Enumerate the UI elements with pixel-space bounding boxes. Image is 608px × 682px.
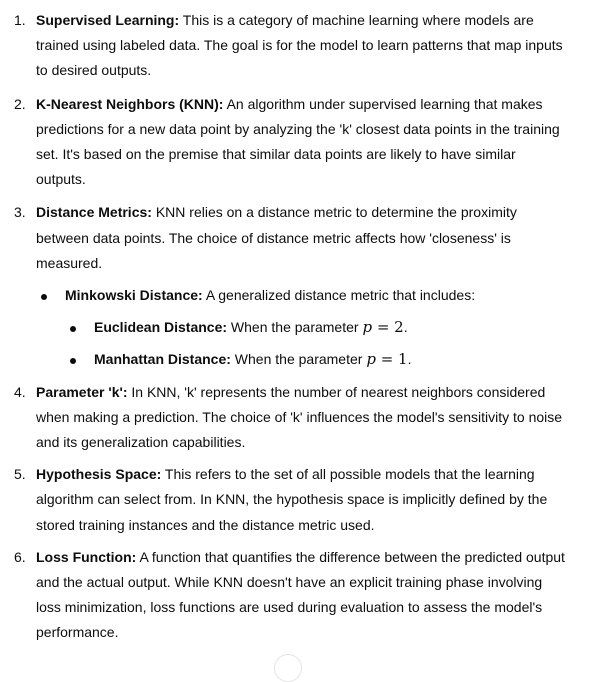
term-description: A generalized distance metric that includes:	[202, 287, 476, 304]
math-value: 2	[394, 318, 404, 337]
term-label: Parameter 'k':	[36, 383, 128, 400]
bullet-icon	[70, 326, 76, 332]
term-description: When the parameter	[230, 351, 367, 368]
list-item-parameter-k	[14, 380, 568, 456]
term-label: Supervised Learning:	[36, 12, 180, 28]
term-description: This is a category of machine learning where models are trained using labeled data. The goal is for the model to learn patterns that map inputs to desired outputs.	[36, 12, 563, 79]
sentence-end: .	[407, 351, 412, 368]
term-description: When the parameter	[227, 319, 363, 336]
list-item-distance-metrics	[14, 200, 568, 372]
sentence-end: .	[403, 319, 408, 336]
math-variable: p	[362, 318, 373, 337]
list-number: 6.	[14, 548, 26, 565]
math-operator: =	[375, 350, 399, 369]
list-item-minkowski	[36, 283, 568, 373]
list-number: 3.	[14, 204, 26, 221]
term-label: Loss Function:	[36, 548, 137, 565]
math-expression	[362, 318, 403, 336]
term-label: Distance Metrics:	[36, 204, 152, 221]
list-item-knn	[14, 92, 568, 193]
math-value: 1	[398, 350, 408, 369]
term-label: Minkowski Distance:	[65, 287, 203, 304]
list-number: 4.	[14, 383, 26, 400]
bullet-icon	[70, 358, 76, 364]
math-expression	[366, 350, 407, 368]
term-description: KNN relies on a distance metric to determine the proximity between data points. The choice of distance metric affects how 'closeness' is measured.	[36, 204, 517, 271]
list-item-supervised-learning	[14, 8, 568, 84]
math-operator: =	[372, 318, 395, 337]
list-item-hypothesis-space	[14, 462, 568, 538]
term-label: Hypothesis Space:	[36, 466, 162, 483]
bullet-icon	[41, 294, 47, 300]
term-label: Manhattan Distance:	[94, 351, 231, 368]
term-label: K-Nearest Neighbors (KNN):	[36, 95, 224, 112]
term-description: A function that quantifies the difference between the predicted output and the actual output. While KNN doesn't have an explicit training phase involving loss minimization, loss functions are used during evaluation to assess the model's performance.	[36, 548, 565, 641]
distance-metric-sublist	[36, 283, 568, 373]
term-description: This refers to the set of all possible models that the learning algorithm can select from. In KNN, the hypothesis space is implicitly defined by the stored training instances and the distance metric used.	[36, 466, 548, 533]
math-variable: p	[366, 350, 376, 369]
term-description: An algorithm under supervised learning that makes predictions for a new data point by analyzing the 'k' closest data points in the training set. It's based on the premise that similar data points are likely to have similar outputs.	[36, 95, 560, 188]
term-label: Euclidean Distance:	[94, 319, 228, 336]
list-number: 5.	[14, 466, 26, 483]
term-description: In KNN, 'k' represents the number of nearest neighbors considered when making a prediction. The choice of 'k' influences the model's sensitivity to noise and its generalization capabilities.	[36, 383, 563, 451]
list-item-manhattan	[65, 347, 568, 372]
minkowski-sublist	[65, 315, 568, 372]
loading-indicator-icon	[274, 654, 302, 682]
list-item-loss-function	[14, 545, 568, 646]
list-item-euclidean	[65, 315, 568, 340]
concept-list	[0, 8, 608, 646]
list-number: 2.	[14, 95, 26, 112]
list-number: 1.	[14, 12, 26, 28]
